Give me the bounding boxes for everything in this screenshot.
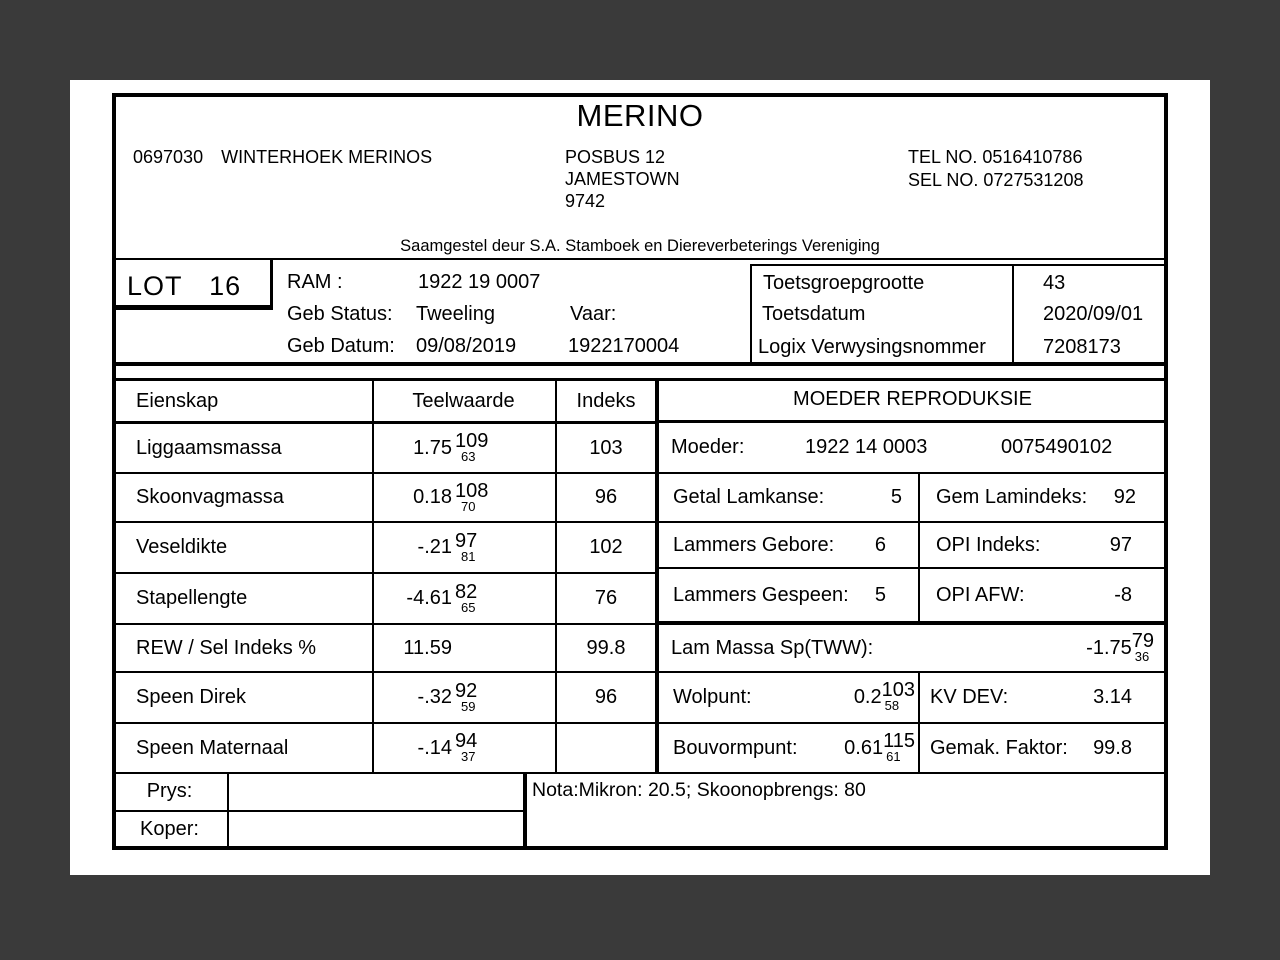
trait-value: -.14 <box>417 736 452 759</box>
moeder-row <box>657 724 1168 772</box>
header-indeks: Indeks <box>576 389 636 412</box>
opi-indeks-value: 97 <box>1109 533 1132 556</box>
lammers-gespeen-label: Lammers Gespeen: <box>673 583 849 606</box>
trait-value: 11.59 <box>403 636 452 659</box>
bouvormpunt-value: 0.61 <box>844 736 884 759</box>
lot-box-right-border <box>270 258 273 308</box>
vaar-label: Vaar: <box>570 303 617 325</box>
getal-lamkanse-label: Getal Lamkanse: <box>673 486 825 508</box>
gem-lamindeks-value: 92 <box>1113 486 1136 508</box>
moeder-label: Moeder: <box>671 435 745 458</box>
trait-accuracy-stack <box>455 432 488 463</box>
toets-label-1: Toetsgroepgrootte <box>763 272 925 294</box>
trait-sub: 37 <box>461 749 476 765</box>
breeder-name: WINTERHOEK MERINOS <box>221 147 433 167</box>
moeder-row <box>657 673 1168 721</box>
opi-afw-label: OPI AFW: <box>936 583 1025 606</box>
geb-datum-label: Geb Datum: <box>287 335 395 357</box>
bouvormpunt-label: Bouvormpunt: <box>673 736 798 759</box>
trait-indeks: 103 <box>589 436 623 459</box>
moeder-row <box>657 523 1168 567</box>
trait-indeks: 76 <box>594 587 618 609</box>
trait-value: -4.61 <box>406 587 452 609</box>
trait-teelwaarde <box>372 679 555 714</box>
trait-indeks: 99.8 <box>586 636 626 659</box>
nota-text: Nota:Mikron: 20.5; Skoonopbrengs: 80 <box>532 779 866 801</box>
lot-section-bottom-border <box>112 362 1168 366</box>
moeder-section-title: MOEDER REPRODUKSIE <box>793 388 1032 410</box>
trait-indeks: 96 <box>594 686 618 708</box>
lam-massa-sub: 36 <box>1134 649 1150 665</box>
lam-massa-label: Lam Massa Sp(TWW): <box>671 636 874 659</box>
breeder-line <box>133 147 432 168</box>
address-line-1: POSBUS 12 <box>565 147 666 167</box>
trait-value: -.32 <box>417 686 452 708</box>
page-title: MERINO <box>576 98 704 133</box>
trait-sub: 81 <box>461 548 476 564</box>
wolpunt-sup: 103 <box>881 679 915 702</box>
lot-number: 16 <box>209 271 242 301</box>
header-eienskap: Eienskap <box>136 389 219 412</box>
address-block <box>565 146 680 212</box>
trait-sup: 82 <box>455 580 478 603</box>
gemak-faktor-label: Gemak. Faktor: <box>930 736 1068 759</box>
trait-teelwaarde <box>372 479 555 514</box>
trait-value: -.21 <box>417 536 452 558</box>
ram-value: 1922 19 0007 <box>418 271 541 293</box>
trait-teelwaarde <box>372 732 555 763</box>
kv-dev-value: 3.14 <box>1093 685 1132 708</box>
koper-field <box>229 812 523 850</box>
address-line-3: 9742 <box>565 191 606 211</box>
moeder-row <box>657 422 1168 472</box>
toets-box-divider <box>1012 264 1014 362</box>
lammers-gebore-value: 6 <box>874 533 886 556</box>
wolpunt-value: 0.2 <box>853 685 882 708</box>
lot-box <box>127 271 241 302</box>
trait-sup: 109 <box>455 430 489 453</box>
lammers-gebore-label: Lammers Gebore: <box>673 533 835 556</box>
traits-header-row <box>112 381 657 421</box>
trait-teelwaarde <box>372 580 555 615</box>
lam-massa-value: -1.75 <box>1086 636 1132 659</box>
wolpunt-sub: 58 <box>884 698 900 714</box>
trait-name: Liggaamsmassa <box>136 436 282 459</box>
geb-status-label: Geb Status: <box>287 303 393 325</box>
toets-box-left-border <box>750 264 752 362</box>
trait-sub: 65 <box>461 599 476 615</box>
trait-value: 1.75 <box>413 436 452 459</box>
table-row <box>112 424 657 472</box>
moeder-id: 1922 14 0003 <box>805 435 928 458</box>
address-line-2: JAMESTOWN <box>565 169 680 189</box>
toets-box-top-border <box>750 264 1168 266</box>
prys-field <box>229 774 523 810</box>
phone-block <box>908 146 1083 192</box>
trait-name: Stapellengte <box>136 587 248 609</box>
gem-lamindeks-label: Gem Lamindeks: <box>936 486 1088 508</box>
trait-accuracy-stack <box>455 679 478 714</box>
geb-datum-value: 09/08/2019 <box>416 335 517 357</box>
compiled-by-note: Saamgestel deur S.A. Stamboek en Diereverbeterings Vereniging <box>400 237 880 255</box>
wolpunt-valblock <box>854 681 915 712</box>
breeder-number: 0697030 <box>133 147 204 167</box>
opi-indeks-label: OPI Indeks: <box>936 533 1041 556</box>
table-row <box>112 574 657 623</box>
trait-teelwaarde <box>372 529 555 564</box>
cell-number: SEL NO. 0727531208 <box>908 170 1084 190</box>
ram-label: RAM : <box>287 271 343 293</box>
bouvormpunt-sub: 61 <box>886 749 901 765</box>
getal-lamkanse-value: 5 <box>890 486 902 508</box>
lam-massa-valblock <box>1086 632 1154 663</box>
toets-value-1: 43 <box>1043 272 1066 294</box>
table-row <box>112 625 657 671</box>
trait-sup: 108 <box>455 479 489 502</box>
trait-name: Speen Maternaal <box>136 736 289 759</box>
trait-sup: 92 <box>455 679 478 702</box>
trait-accuracy-stack <box>455 580 478 615</box>
geb-status-value: Tweeling <box>416 303 495 325</box>
trait-sup: 97 <box>455 529 478 552</box>
lammers-gespeen-value: 5 <box>874 583 886 606</box>
lot-box-bottom-border <box>112 305 273 310</box>
trait-name: Speen Direk <box>136 686 247 708</box>
toets-label-2: Toetsdatum <box>762 303 866 325</box>
tel-number: TEL NO. 0516410786 <box>908 147 1083 167</box>
table-row <box>112 673 657 722</box>
trait-name: Veseldikte <box>136 536 228 558</box>
toets-label-3: Logix Verwysingsnommer <box>758 336 986 358</box>
trait-accuracy-stack <box>455 479 489 514</box>
gemak-faktor-value: 99.8 <box>1093 736 1132 759</box>
trait-indeks: 102 <box>589 536 623 558</box>
moeder-row <box>657 474 1168 521</box>
trait-accuracy-stack <box>455 732 477 763</box>
trait-teelwaarde <box>372 637 555 660</box>
moeder-row <box>657 569 1168 621</box>
trait-sup: 94 <box>455 730 478 753</box>
opi-afw-value: -8 <box>1114 583 1132 606</box>
prys-label: Prys: <box>146 780 193 802</box>
trait-value: 0.18 <box>413 486 452 508</box>
trait-sub: 63 <box>461 449 476 465</box>
toets-value-2: 2020/09/01 <box>1043 303 1144 325</box>
table-row <box>112 523 657 572</box>
trait-indeks: 96 <box>594 486 618 508</box>
vaar-value: 1922170004 <box>568 335 680 357</box>
trait-teelwaarde <box>372 432 555 463</box>
kv-dev-label: KV DEV: <box>930 685 1009 708</box>
koper-label: Koper: <box>140 818 199 840</box>
trait-sub: 70 <box>461 498 476 514</box>
wolpunt-stack <box>882 681 915 712</box>
lam-massa-stack <box>1132 632 1154 663</box>
lot-label: LOT <box>127 271 183 301</box>
moeder-row <box>657 625 1168 671</box>
table-row <box>112 724 657 772</box>
trait-accuracy-stack <box>455 529 478 564</box>
lam-massa-sup: 79 <box>1131 630 1154 653</box>
toets-value-3: 7208173 <box>1043 336 1121 358</box>
trait-name: REW / Sel Indeks % <box>136 636 317 659</box>
header-teelwaarde: Teelwaarde <box>412 389 515 412</box>
table-row <box>112 474 657 521</box>
moeder-reg-number: 0075490102 <box>1001 435 1113 458</box>
trait-sub: 59 <box>461 698 476 714</box>
wolpunt-label: Wolpunt: <box>673 685 752 708</box>
trait-name: Skoonvagmassa <box>136 486 284 508</box>
bouvormpunt-stack <box>883 732 915 763</box>
bouvormpunt-sup: 115 <box>883 730 915 753</box>
bouvormpunt-valblock <box>844 732 915 763</box>
